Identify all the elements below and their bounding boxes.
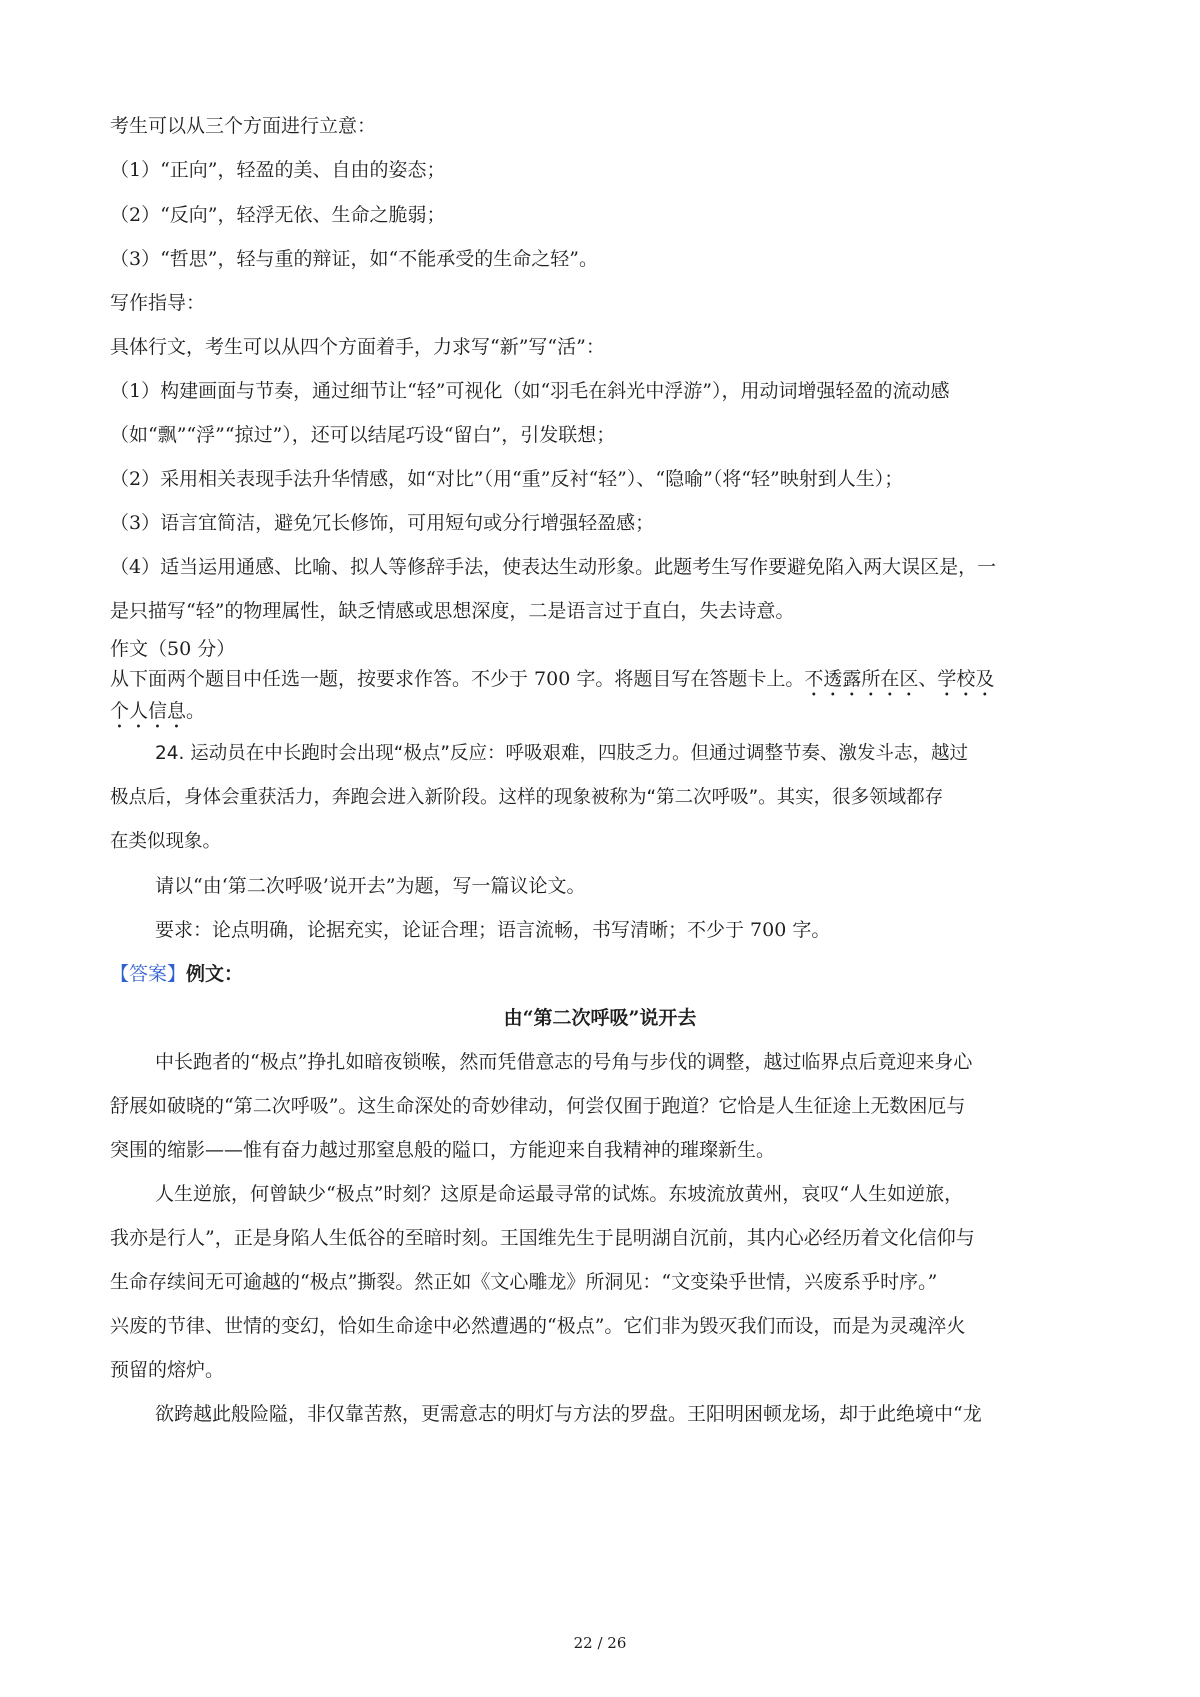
essay-line: 欲跨越此般险隘，非仅靠苦熬，更需意志的明灯与方法的罗盘。王阳明困顿龙场，却于此绝境中“龙	[155, 1403, 982, 1425]
essay-line: 人生逆旅，何曾缺少“极点”时刻？这原是命运最寻常的试炼。东坡流放黄州，哀叹“人生如逆旅，	[155, 1183, 964, 1205]
emphasized-text: 不透露所在区	[804, 668, 919, 690]
guide-heading: 写作指导：	[110, 292, 206, 314]
guide-line: （3）语言宜简洁，避免冗长修饰，可用短句或分行增强轻盈感；	[110, 512, 655, 534]
question-line: 在类似现象。	[110, 831, 222, 852]
answer-label	[110, 961, 1100, 987]
essay-title: 由“第二次呼吸”说开去	[503, 1007, 697, 1029]
guide-line: 具体行文，考生可以从四个方面着手，力求写“新”写“活”：	[110, 336, 605, 358]
essay-instructions: 个人信息。	[110, 700, 206, 722]
emphasized-text: 学校及	[937, 668, 995, 690]
guide-line: （如“飘”“浮”“掠过”），还可以结尾巧设“留白”，引发联想；	[110, 424, 616, 446]
essay-line: 突围的缩影——惟有奋力越过那窒息般的隘口，方能迎来自我精神的璀璨新生。	[110, 1139, 776, 1161]
essay-instructions: 从下面两个题目中任选一题，按要求作答。不少于 700 字。将题目写在答题卡上。不透露所在区、学校及	[110, 668, 995, 690]
intro-line: （2）“反向”，轻浮无依、生命之脆弱；	[110, 204, 446, 226]
guide-line: （2）采用相关表现手法升华情感，如“对比”（用“重”反衬“轻”）、“隐喻”（将“轻”映射到人生）；	[110, 468, 904, 490]
essay-line: 生命存续间无可逾越的“极点”撕裂。然正如《文心雕龙》所洞见：“文变染乎世情，兴废系乎时序。”	[110, 1271, 938, 1293]
answer-tag: 【答案】	[110, 963, 187, 985]
intro-line: （3）“哲思”，轻与重的辩证，如“不能承受的生命之轻”。	[110, 248, 598, 270]
guide-line: （4）适当运用通感、比喻、拟人等修辞手法，使表达生动形象。此题考生写作要避免陷入两大误区是，一	[110, 556, 997, 578]
question-line: 24. 运动员在中长跑时会出现“极点”反应：呼吸艰难，四肢乏力。但通过调整节奏、激发斗志，越过	[155, 743, 968, 764]
example-label: 例文：	[186, 963, 244, 985]
essay-line: 预留的熔炉。	[110, 1359, 225, 1381]
question-line: 极点后，身体会重获活力，奔跑会进入新阶段。这样的现象被称为“第二次呼吸”。其实，很多领域都存	[110, 787, 944, 808]
essay-line: 兴废的节律、世情的变幻，恰如生命途中必然遭遇的“极点”。它们非为毁灭我们而设，而是为灵魂淬火	[110, 1315, 966, 1337]
guide-line: 是只描写“轻”的物理属性，缺乏情感或思想深度，二是语言过于直白，失去诗意。	[110, 600, 795, 622]
guide-line: （1）构建画面与节奏，通过细节让“轻”可视化（如“羽毛在斜光中浮游”），用动词增强轻盈的流动感	[110, 380, 950, 402]
question-prompt: 请以“由‘第二次呼吸’说开去”为题，写一篇议论文。	[155, 875, 586, 897]
intro-line: （1）“正向”，轻盈的美、自由的姿态；	[110, 159, 446, 181]
intro-line: 考生可以从三个方面进行立意：	[110, 115, 377, 137]
essay-heading: 作文（50 分）	[110, 638, 236, 660]
question-requirement: 要求：论点明确，论据充实，论证合理；语言流畅，书写清晰；不少于 700 字。	[155, 919, 831, 941]
essay-line: 舒展如破晓的“第二次呼吸”。这生命深处的奇妙律动，何尝仅囿于跑道？它恰是人生征途上无数困厄与	[110, 1095, 966, 1117]
essay-line: 我亦是行人”，正是身陷人生低谷的至暗时刻。王国维先生于昆明湖自沉前，其内心必经历着文化信仰与	[110, 1227, 975, 1249]
emphasized-text: 个人信息	[110, 700, 187, 722]
essay-line: 中长跑者的“极点”挣扎如暗夜锁喉，然而凭借意志的号角与步伐的调整，越过临界点后竟迎来身心	[155, 1051, 973, 1073]
page-number: 22 / 26	[573, 1634, 627, 1652]
